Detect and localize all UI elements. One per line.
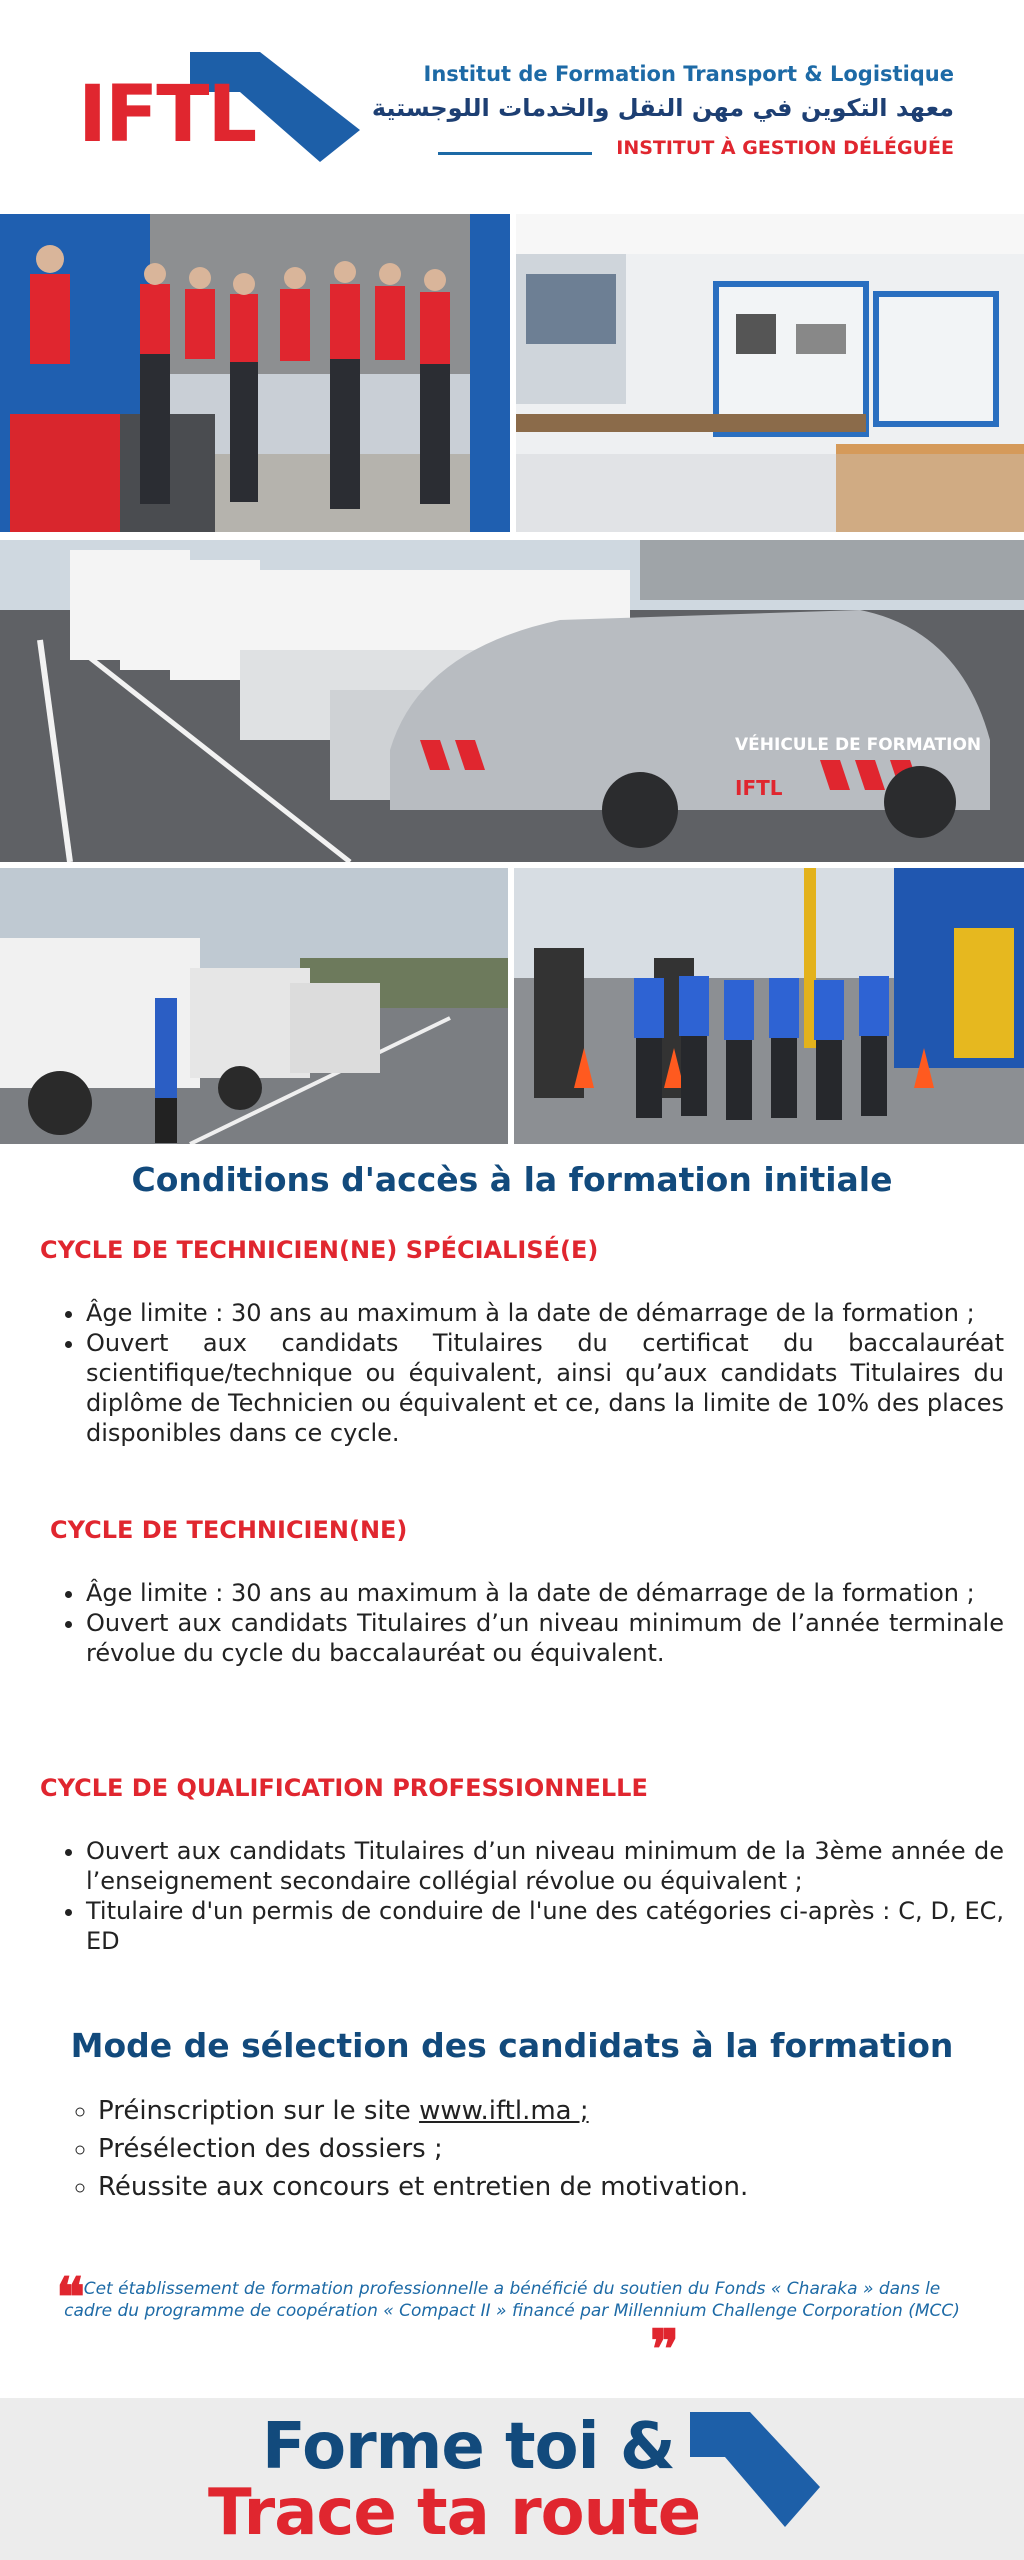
list-item xyxy=(98,2092,998,2130)
quote-open-icon: ❝ xyxy=(56,2265,86,2329)
website-link[interactable]: www.iftl.ma ; xyxy=(419,2096,589,2126)
funding-statement: Cet établissement de formation professionnelle a bénéficié du soutien du Fonds « Charaka » dans le cadre du programme de coopération « Compact II » financé par Millennium Challenge Corporation (MCC) xyxy=(64,2279,960,2321)
footer-banner xyxy=(0,2398,1024,2560)
list-item: • Ouvert aux candidats Titulaires d’un niveau minimum de l’année terminale révolue du cycle du baccalauréat ou équivalent. xyxy=(86,1608,1004,1668)
list-item: • Titulaire d'un permis de conduire de l'une des catégories ci-après : C, D, EC, ED xyxy=(86,1896,1004,1956)
photo-collage xyxy=(0,214,1024,1144)
cycle-qualification-list xyxy=(58,1836,1004,1956)
header-divider xyxy=(438,152,592,155)
institute-name-fr: Institut de Formation Transport & Logistique xyxy=(423,62,954,86)
photo-training-vehicles xyxy=(0,540,1024,862)
car-door-label: VÉHICULE DE FORMATION xyxy=(735,735,982,755)
cycle-technicien-list xyxy=(58,1578,1004,1668)
cycle-technicien-title: CYCLE DE TECHNICIEN(NE) xyxy=(50,1516,408,1544)
list-item: • Ouvert aux candidats Titulaires d’un niveau minimum de la 3ème année de l’enseignement secondaire collégial révolue ou équivalent ; xyxy=(86,1836,1004,1896)
footer-arrow-shape xyxy=(680,2412,820,2532)
iftl-logo xyxy=(78,48,288,158)
quote-close-icon: ❞ xyxy=(650,2317,680,2381)
list-item: • Âge limite : 30 ans au maximum à la date de démarrage de la formation ; xyxy=(86,1578,1004,1608)
institute-name-ar: معهد التكوين في مهن النقل والخدمات اللوجستية xyxy=(371,94,954,122)
car-door-brand: IFTL xyxy=(735,776,783,800)
list-item: ◦ Présélection des dossiers ; xyxy=(98,2130,998,2168)
slogan-line-2: Trace ta route xyxy=(208,2476,701,2550)
list-item: ◦ Réussite aux concours et entretien de motivation. xyxy=(98,2168,998,2206)
cycle-qualification-title: CYCLE DE QUALIFICATION PROFESSIONNELLE xyxy=(40,1774,648,1802)
photo-trucks-fleet xyxy=(0,868,508,1144)
delegated-management-label: INSTITUT À GESTION DÉLÉGUÉE xyxy=(616,137,954,159)
preinscription-text: Préinscription sur le site xyxy=(98,2096,420,2126)
conditions-title: Conditions d'accès à la formation initiale xyxy=(131,1160,893,1199)
header xyxy=(0,0,1024,210)
photo-lab-equipment xyxy=(516,214,1024,532)
list-item: • Âge limite : 30 ans au maximum à la date de démarrage de la formation ; xyxy=(86,1298,1004,1328)
slogan-line-1: Forme toi & xyxy=(262,2410,675,2484)
photo-forklift-team xyxy=(514,868,1024,1144)
photo-students-warehouse xyxy=(0,214,510,532)
logo-text: IFTL xyxy=(78,70,256,160)
cycle-technicien-specialise-title: CYCLE DE TECHNICIEN(NE) SPÉCIALISÉ(E) xyxy=(40,1236,599,1264)
selection-title: Mode de sélection des candidats à la formation xyxy=(70,2026,954,2065)
cycle-technicien-specialise-list xyxy=(58,1298,1004,1448)
list-item: • Ouvert aux candidats Titulaires du certificat du baccalauréat scientifique/technique ou équivalent, ainsi qu’aux candidats Titulaires du diplôme de Technicien ou équivalent et ce, dans la limite de 10% des places disponibles dans ce cycle. xyxy=(86,1328,1004,1448)
selection-list xyxy=(72,2092,998,2206)
